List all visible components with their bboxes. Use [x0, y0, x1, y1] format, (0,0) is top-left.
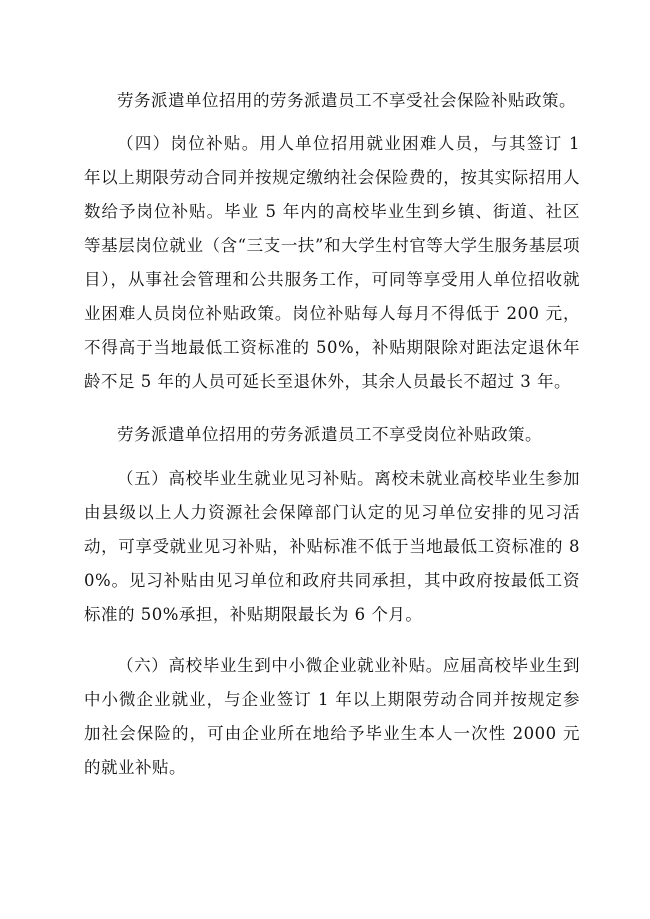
paragraph-position-subsidy: （四）岗位补贴。用人单位招用就业困难人员，与其签订 1 年以上期限劳动合同并按规定缴纳社会保险费的，按其实际招用人数给予岗位补贴。毕业 5 年内的高校毕业生到乡镇、街道、社区等基层岗位就业（含“三支一扶”和大学生村官等大学生服务基层项目），从事社会管理和公共服务工作，可同等享受用人单位招收就业困难人员岗位补贴政策。岗位补贴每人每月不得低于 200 元，不得高于当地最低工资标准的 50%，补贴期限除对距法定退休年龄不足 5 年的人员可延长至退休外，其余人员最长不超过 3 年。 — [84, 134, 580, 391]
paragraph-sme-employment-subsidy: （六）高校毕业生到中小微企业就业补贴。应届高校毕业生到中小微企业就业，与企业签订 1 年以上期限劳动合同并按规定参加社会保险的，可由企业所在地给予毕业生本人一次性 2000 元的就业补贴。 — [84, 656, 580, 777]
paragraph-dispatch-social-insurance: 劳务派遣单位招用的劳务派遣员工不享受社会保险补贴政策。 — [117, 91, 576, 110]
paragraph-internship-subsidy: （五）高校毕业生就业见习补贴。离校未就业高校毕业生参加由县级以上人力资源社会保障部门认定的见习单位安排的见习活动，可享受就业见习补贴，补贴标准不低于当地最低工资标准的 80%。见习补贴由见习单位和政府共同承担，其中政府按最低工资标准的 50%承担，补贴期限最长为 6 个月。 — [84, 469, 580, 624]
paragraph-dispatch-position-subsidy: 劳务派遣单位招用的劳务派遣员工不享受岗位补贴政策。 — [117, 425, 542, 444]
